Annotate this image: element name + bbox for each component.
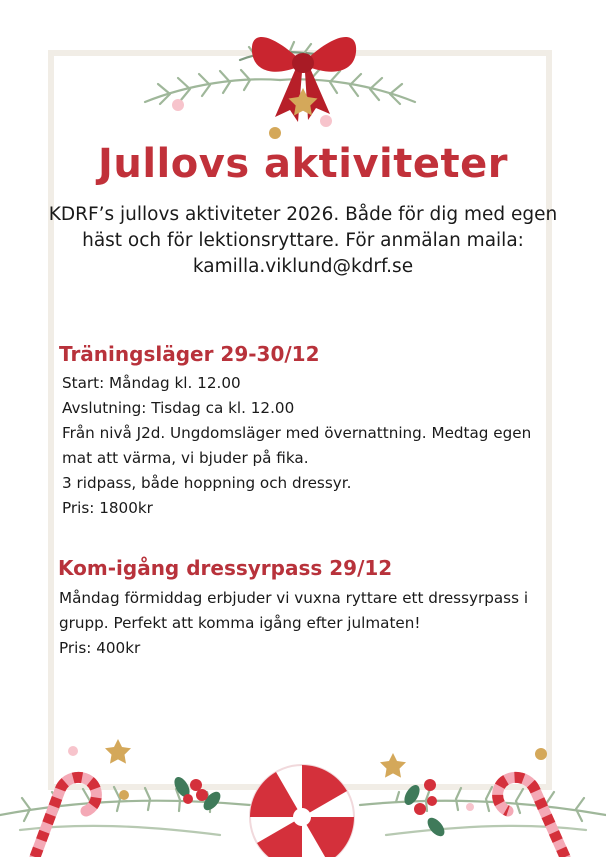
candy-cane-icon [498, 777, 565, 857]
section-details-dressage [59, 586, 529, 661]
gold-star-icon [105, 739, 131, 764]
detail-line: Måndag förmiddag erbjuder vi vuxna ryttare ett dressyrpass i grupp. Perfekt att komma igång efter julmaten! [59, 589, 529, 632]
bottom-decoration [0, 735, 606, 857]
detail-line: Start: Måndag kl. 12.00 [62, 374, 241, 392]
candy-cane-icon [35, 777, 96, 857]
detail-line: Pris: 1800kr [62, 499, 153, 517]
gold-dot-icon [269, 127, 281, 139]
section-title-dressage: Kom-igång dressyrpass 29/12 [58, 556, 393, 580]
intro-text: KDRF’s jullovs aktiviteter 2026. Både för dig med egen häst och för lektionsryttare. För anmälan maila: kamilla.viklund@kdrf.se [48, 204, 558, 277]
section-details-training-camp [62, 371, 542, 521]
detail-line: Avslutning: Tisdag ca kl. 12.00 [62, 399, 295, 417]
top-decoration [130, 22, 430, 152]
peppermint-candy-icon [250, 765, 354, 857]
pink-dot-icon [172, 99, 184, 111]
detail-line: 3 ridpass, både hoppning och dressyr. [62, 474, 352, 492]
detail-line: Pris: 400kr [59, 639, 141, 657]
section-title-training-camp: Träningsläger 29-30/12 [59, 342, 320, 366]
gold-star-icon [380, 753, 406, 778]
detail-line: Från nivå J2d. Ungdomsläger med övernattning. Medtag egen mat att värma, vi bjuder på fika. [62, 424, 532, 467]
pink-dot-icon [320, 115, 332, 127]
page-title: Jullovs aktiviteter [97, 141, 508, 187]
